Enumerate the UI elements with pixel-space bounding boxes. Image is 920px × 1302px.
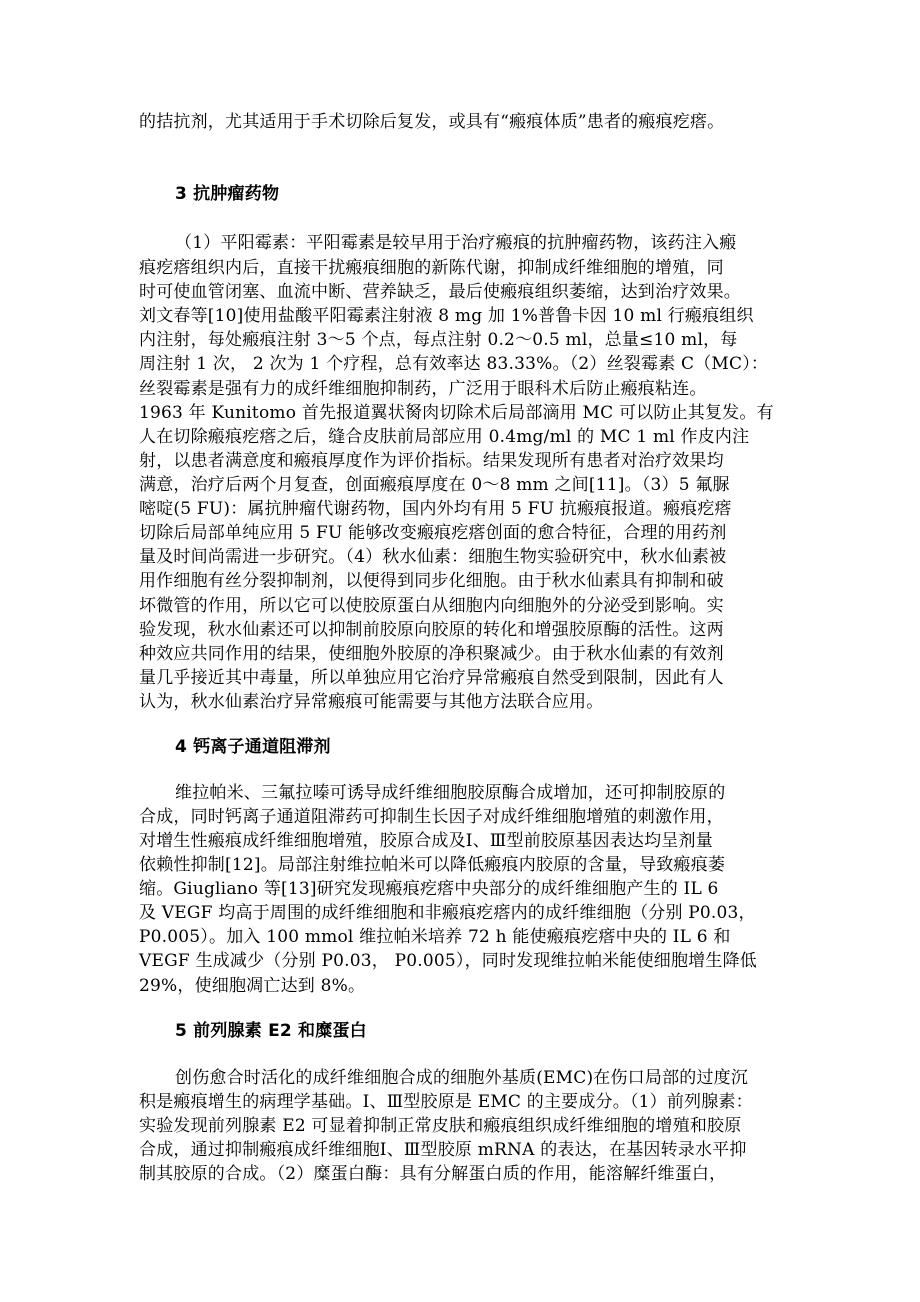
text-line: 切除后局部单纯应用 5 FU 能够改变瘢痕疙瘩创面的愈合特征，合理的用药剂	[139, 523, 727, 543]
text-line: 缩。Giugliano 等[13]研究发现瘢痕疙瘩中央部分的成纤维细胞产生的 IL 6	[139, 879, 719, 899]
text-line: 丝裂霉素是强有力的成纤维细胞抑制药，广泛用于眼科术后防止瘢痕粘连。	[139, 379, 707, 399]
text-line: 种效应共同作用的结果，使细胞外胶原的净积聚减少。由于秋水仙素的有效剂	[139, 644, 724, 664]
text-line: 认为，秋水仙素治疗异常瘢痕可能需要与其他方法联合应用。	[139, 692, 604, 712]
text-line: 依赖性抑制[12]。局部注射维拉帕米可以降低瘢痕内胶原的含量，导致瘢痕萎	[139, 855, 726, 875]
text-line: 实验发现前列腺素 E2 可显着抑制正常皮肤和瘢痕组织成纤维细胞的增殖和胶原	[139, 1116, 742, 1136]
text-line: P0.005）。加入 100 mmol 维拉帕米培养 72 h 能使瘢痕疙瘩中央的 IL 6 和	[139, 927, 731, 947]
text-line: 周注射 1 次， 2 次为 1 个疗程，总有效率达 83.33%。（2）丝裂霉素 C（MC）：	[139, 354, 769, 374]
text-line: 合成，同时钙离子通道阻滞药可抑制生长因子对成纤维细胞增殖的刺激作用，	[139, 807, 724, 827]
text-line: 用作细胞有丝分裂抑制剂，以便得到同步化细胞。由于秋水仙素具有抑制和破	[139, 571, 724, 591]
text-line: 痕疙瘩组织内后，直接干扰瘢痕细胞的新陈代谢，抑制成纤维细胞的增殖，同	[139, 258, 724, 278]
text-line: 验发现，秋水仙素还可以抑制前胶原向胶原的转化和增强胶原酶的活性。这两	[139, 620, 724, 640]
text-line: 创伤愈合时活化的成纤维细胞合成的细胞外基质(EMC)在伤口局部的过度沉	[175, 1068, 749, 1088]
text-line: 的拮抗剂，尤其适用于手术切除后复发，或具有“瘢痕体质”患者的瘢痕疙瘩。	[139, 112, 725, 132]
text-line: 刘文春等[10]使用盐酸平阳霉素注射液 8 mg 加 1%普鲁卡因 10 ml 行瘢痕组织	[139, 306, 754, 326]
text-line: 合成，通过抑制瘢痕成纤维细胞Ⅰ、Ⅲ型胶原 mRNA 的表达，在基因转录水平抑	[139, 1140, 747, 1160]
text-line: 对增生性瘢痕成纤维细胞增殖，胶原合成及Ⅰ、Ⅲ型前胶原基因表达均呈剂量	[139, 831, 713, 851]
text-line: 1963 年 Kunitomo 首先报道翼状胬肉切除术后局部滴用 MC 可以防止其复发。有	[139, 403, 774, 423]
text-line: 射，以患者满意度和瘢痕厚度作为评价指标。结果发现所有患者对治疗效果均	[139, 451, 724, 471]
text-line: 人在切除瘢痕疙瘩之后，缝合皮肤前局部应用 0.4mg/ml 的 MC 1 ml 作皮内注	[139, 427, 750, 447]
text-line: 嘧啶(5 FU)：属抗肿瘤代谢药物，国内外均有用 5 FU 抗瘢痕报道。瘢痕疙瘩	[139, 499, 732, 519]
text-line: 内注射，每处瘢痕注射 3～5 个点，每点注射 0.2～0.5 ml，总量≤10 ml，每	[139, 330, 738, 350]
text-line: 及 VEGF 均高于周围的成纤维细胞和非瘢痕疙瘩内的成纤维细胞（分别 P0.03，	[139, 903, 756, 923]
text-line: 量及时间尚需进一步研究。（4）秋水仙素：细胞生物实验研究中，秋水仙素被	[139, 547, 727, 567]
text-line: 积是瘢痕增生的病理学基础。Ⅰ、Ⅲ型胶原是 EMC 的主要成分。（1）前列腺素：	[139, 1092, 753, 1112]
section-heading-3: 3 抗肿瘤药物	[175, 184, 280, 204]
section-heading-5: 5 前列腺素 E2 和糜蛋白	[175, 1021, 367, 1041]
text-line: 量几乎接近其中毒量，所以单独应用它治疗异常瘢痕自然受到限制，因此有人	[139, 668, 724, 688]
text-line: 维拉帕米、三氟拉嗪可诱导成纤维细胞胶原酶合成增加，还可抑制胶原的	[175, 783, 726, 803]
text-line: 29%，使细胞凋亡达到 8%。	[139, 976, 366, 996]
text-line: 坏微管的作用，所以它可以使胶原蛋白从细胞内向细胞外的分泌受到影响。实	[139, 596, 724, 616]
text-line: （1）平阳霉素：平阳霉素是较早用于治疗瘢痕的抗肿瘤药物，该药注入瘢	[175, 233, 737, 253]
section-heading-4: 4 钙离子通道阻滞剂	[175, 737, 331, 757]
text-line: VEGF 生成减少（分别 P0.03， P0.005），同时发现维拉帕米能使细胞增生降低	[139, 951, 757, 971]
text-line: 时可使血管闭塞、血流中断、营养缺乏，最后使瘢痕组织萎缩，达到治疗效果。	[139, 282, 741, 302]
text-line: 满意，治疗后两个月复查，创面瘢痕厚度在 0～8 mm 之间[11]。（3）5 氟脲	[139, 475, 730, 495]
text-line: 制其胶原的合成。（2）糜蛋白酶：具有分解蛋白质的作用，能溶解纤维蛋白，	[139, 1164, 727, 1184]
